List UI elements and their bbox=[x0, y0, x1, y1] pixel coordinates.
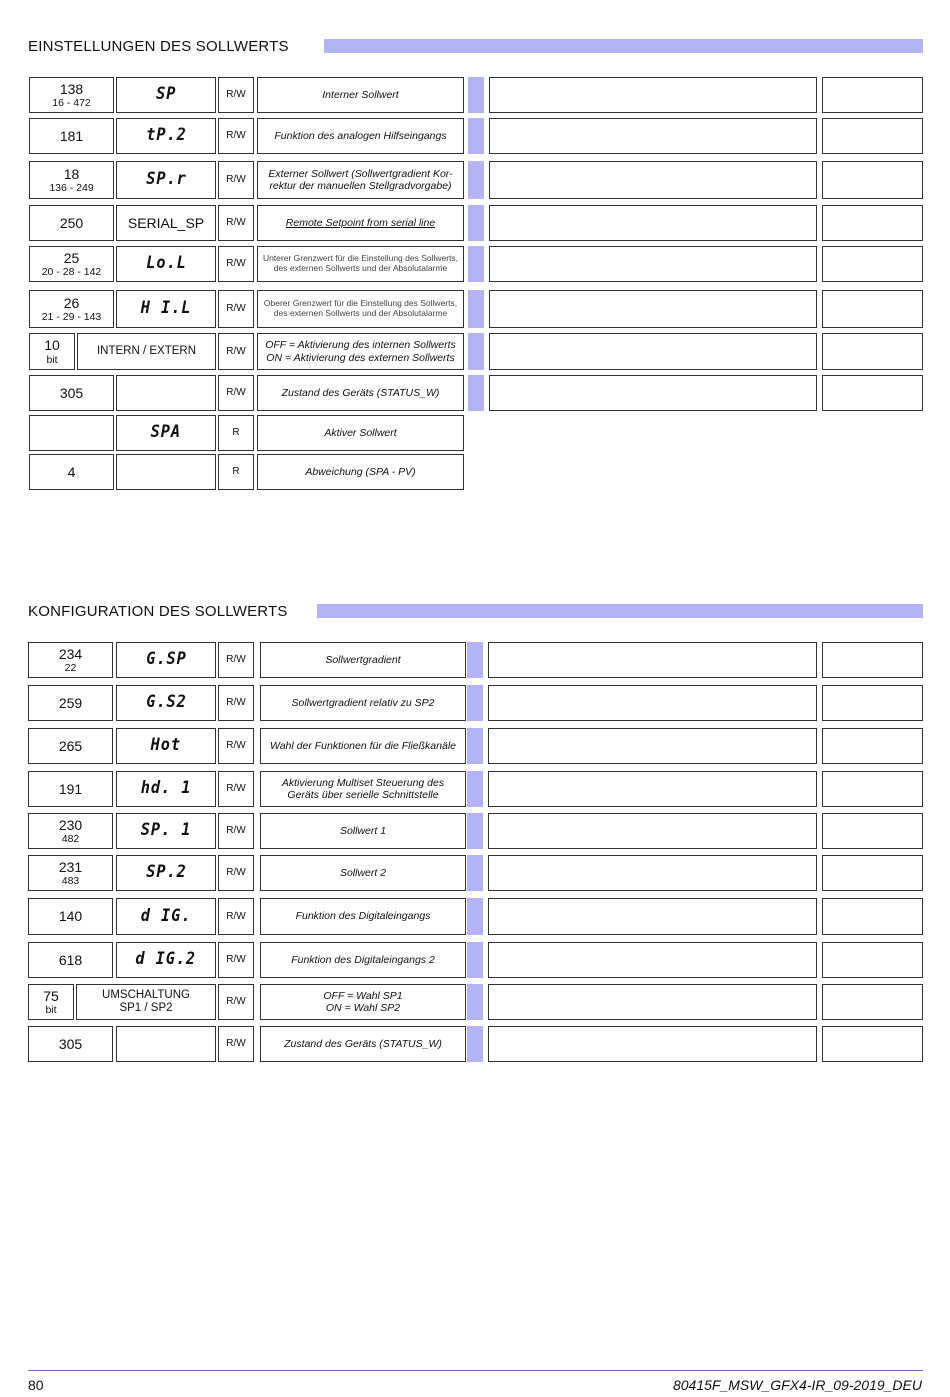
parameter-address-sub: 16 - 472 bbox=[52, 97, 91, 110]
parameter-address: 10 bbox=[44, 337, 60, 354]
description-box bbox=[260, 728, 466, 764]
parameter-code-box bbox=[116, 77, 216, 113]
description-text: Abweichung (SPA - PV) bbox=[305, 465, 416, 478]
parameter-code-box bbox=[116, 246, 216, 282]
parameter-code-box bbox=[116, 454, 216, 490]
access-rw: R/W bbox=[226, 258, 246, 270]
parameter-address-sub: 482 bbox=[61, 833, 80, 846]
description-text: Sollwert 2 bbox=[339, 866, 387, 879]
parameter-code-box bbox=[116, 771, 216, 807]
parameter-code-box bbox=[116, 813, 216, 849]
access-rw-box bbox=[218, 246, 254, 282]
parameter-address: 618 bbox=[58, 951, 83, 968]
access-rw-box bbox=[218, 855, 254, 891]
row-marker bbox=[467, 642, 483, 678]
description-text: Sollwert 1 bbox=[339, 824, 387, 837]
parameter-address-box bbox=[28, 855, 113, 891]
description-box bbox=[257, 77, 464, 113]
access-rw-box bbox=[218, 118, 254, 154]
note-entry-box[interactable] bbox=[822, 333, 923, 370]
access-rw: R/W bbox=[226, 910, 246, 922]
row-marker bbox=[467, 898, 483, 935]
note-entry-box[interactable] bbox=[822, 375, 923, 411]
display-mnemonic: d IG. bbox=[140, 905, 192, 926]
display-mnemonic: G.S2 bbox=[145, 692, 187, 713]
description-box bbox=[260, 771, 466, 807]
footer-rule bbox=[28, 1370, 923, 1371]
description-text: Geräts über serielle Schnittstelle bbox=[287, 789, 439, 801]
parameter-code-box bbox=[116, 898, 216, 935]
access-rw: R/W bbox=[226, 867, 246, 879]
note-entry-box[interactable] bbox=[822, 246, 923, 282]
value-entry-box[interactable] bbox=[488, 685, 817, 721]
access-rw: R/W bbox=[226, 89, 246, 101]
value-entry-box[interactable] bbox=[488, 855, 817, 891]
display-mnemonic: SP.2 bbox=[145, 862, 187, 883]
note-entry-box[interactable] bbox=[822, 118, 923, 154]
description-box bbox=[260, 1026, 466, 1062]
description-box bbox=[257, 246, 464, 282]
description-box bbox=[257, 415, 464, 451]
description-text: Wahl der Funktionen für die Fließkanäle bbox=[270, 739, 456, 752]
description-text: Aktiver Sollwert bbox=[324, 426, 397, 439]
description-text: Funktion des Digitaleingangs bbox=[295, 910, 431, 923]
access-rw-box bbox=[218, 771, 254, 807]
note-entry-box[interactable] bbox=[822, 813, 923, 849]
row-marker bbox=[468, 205, 484, 241]
parameter-code-box bbox=[116, 205, 216, 241]
access-rw-box bbox=[218, 984, 254, 1020]
parameter-address-box bbox=[29, 246, 114, 282]
value-entry-box[interactable] bbox=[489, 77, 817, 113]
parameter-address: 18 bbox=[63, 165, 80, 182]
parameter-code: SERIAL_SP bbox=[127, 214, 205, 231]
description-text: Unterer Grenzwert für die Einstellung des Sollwerts, bbox=[262, 253, 459, 264]
parameter-code: SP1 / SP2 bbox=[119, 1002, 173, 1014]
parameter-code-box bbox=[116, 942, 216, 978]
parameter-address: 259 bbox=[58, 694, 83, 711]
note-entry-box[interactable] bbox=[822, 685, 923, 721]
description-text: Funktion des Digitaleingangs 2 bbox=[291, 953, 435, 966]
note-entry-box[interactable] bbox=[822, 728, 923, 764]
description-box bbox=[260, 855, 466, 891]
display-mnemonic: d IG.2 bbox=[135, 949, 197, 970]
parameter-code-box bbox=[116, 855, 216, 891]
parameter-address-box bbox=[28, 942, 113, 978]
access-rw: R/W bbox=[226, 697, 246, 709]
row-marker bbox=[467, 1026, 483, 1062]
access-rw-box bbox=[218, 333, 254, 370]
parameter-address-sub: 483 bbox=[61, 875, 80, 888]
description-text: ON = Aktivierung des externen Sollwerts bbox=[266, 351, 455, 364]
parameter-address-box bbox=[28, 1026, 113, 1062]
display-mnemonic: tP.2 bbox=[145, 125, 187, 146]
note-entry-box[interactable] bbox=[822, 1026, 923, 1062]
value-entry-box[interactable] bbox=[488, 898, 817, 935]
parameter-code-box bbox=[116, 161, 216, 199]
display-mnemonic: Lo.L bbox=[145, 253, 187, 274]
description-box bbox=[257, 375, 464, 411]
parameter-code-box bbox=[116, 728, 216, 764]
row-marker bbox=[467, 984, 483, 1020]
description-box bbox=[257, 118, 464, 154]
parameter-address-box bbox=[29, 454, 114, 490]
access-rw-box bbox=[218, 685, 254, 721]
row-marker bbox=[468, 375, 484, 411]
description-box bbox=[257, 161, 464, 199]
row-marker bbox=[468, 290, 484, 328]
display-mnemonic: SP. 1 bbox=[140, 820, 192, 841]
access-rw-box bbox=[218, 942, 254, 978]
parameter-address-box bbox=[28, 642, 113, 678]
parameter-code-box bbox=[116, 290, 216, 328]
parameter-address: 265 bbox=[58, 737, 83, 754]
parameter-address: 231 bbox=[58, 858, 83, 875]
description-box bbox=[257, 454, 464, 490]
access-rw: R/W bbox=[226, 783, 246, 795]
description-text: Zustand des Geräts (STATUS_W) bbox=[284, 1037, 442, 1050]
display-mnemonic: Hot bbox=[150, 735, 182, 756]
access-rw: R/W bbox=[226, 130, 246, 142]
access-rw: R/W bbox=[226, 303, 246, 315]
access-rw-box bbox=[218, 454, 254, 490]
display-mnemonic: H I.L bbox=[140, 298, 192, 319]
parameter-address-box bbox=[28, 771, 113, 807]
parameter-address: 25 bbox=[63, 249, 80, 266]
access-rw: R/W bbox=[226, 825, 246, 837]
section-title-bar bbox=[317, 604, 923, 618]
value-entry-box[interactable] bbox=[489, 290, 817, 328]
access-rw-box bbox=[218, 161, 254, 199]
parameter-address-box bbox=[29, 415, 114, 451]
display-mnemonic: SP bbox=[155, 84, 177, 105]
access-rw-box bbox=[218, 728, 254, 764]
description-box bbox=[260, 642, 466, 678]
access-rw: R/W bbox=[226, 954, 246, 966]
description-text: Oberer Grenzwert für die Einstellung des Sollwerts, bbox=[263, 298, 458, 309]
parameter-address-sub: 136 - 249 bbox=[49, 182, 94, 195]
parameter-address-box bbox=[28, 984, 74, 1020]
description-box bbox=[260, 984, 466, 1020]
row-marker bbox=[468, 161, 484, 199]
access-rw: R/W bbox=[226, 740, 246, 752]
access-rw-box bbox=[218, 415, 254, 451]
parameter-address-box bbox=[29, 375, 114, 411]
parameter-address-box bbox=[29, 205, 114, 241]
description-text: des externen Sollwerts und der Absolutalarme bbox=[273, 308, 448, 318]
parameter-address: 26 bbox=[63, 294, 80, 311]
row-marker bbox=[468, 246, 484, 282]
parameter-address-box bbox=[29, 290, 114, 328]
parameter-address: 234 bbox=[58, 645, 83, 662]
note-entry-box[interactable] bbox=[822, 771, 923, 807]
parameter-address: 305 bbox=[59, 384, 84, 401]
description-text: OFF = Wahl SP1 bbox=[323, 989, 403, 1002]
description-box bbox=[260, 685, 466, 721]
parameter-address: 140 bbox=[58, 908, 83, 925]
access-rw-box bbox=[218, 205, 254, 241]
parameter-address: 305 bbox=[58, 1035, 83, 1052]
description-box bbox=[257, 290, 464, 328]
description-text: Remote Setpoint from serial line bbox=[285, 216, 436, 229]
display-mnemonic: hd. 1 bbox=[140, 778, 192, 799]
parameter-address-sub: 21 - 29 - 143 bbox=[41, 311, 102, 324]
value-entry-box[interactable] bbox=[488, 1026, 817, 1062]
access-rw-box bbox=[218, 813, 254, 849]
row-marker bbox=[467, 685, 483, 721]
note-entry-box[interactable] bbox=[822, 290, 923, 328]
parameter-address: 230 bbox=[58, 816, 83, 833]
parameter-address-sub: bit bbox=[45, 1004, 57, 1017]
section-title: EINSTELLUNGEN DES SOLLWERTS bbox=[28, 38, 289, 55]
description-text: Interner Sollwert bbox=[322, 88, 399, 101]
description-text: Zustand des Geräts (STATUS_W) bbox=[281, 386, 440, 399]
row-marker bbox=[468, 118, 484, 154]
parameter-code-box bbox=[116, 375, 216, 411]
access-rw-box bbox=[218, 290, 254, 328]
display-mnemonic: SP.r bbox=[145, 169, 187, 190]
document-id: 80415F_MSW_GFX4-IR_09-2019_DEU bbox=[672, 1377, 922, 1393]
parameter-address: 250 bbox=[59, 214, 84, 231]
parameter-code: UMSCHALTUNG bbox=[102, 988, 190, 1001]
access-rw-box bbox=[218, 898, 254, 935]
parameter-address-box bbox=[28, 685, 113, 721]
row-marker bbox=[468, 77, 484, 113]
parameter-code-box bbox=[77, 333, 216, 370]
description-box bbox=[260, 813, 466, 849]
parameter-code-box bbox=[116, 642, 216, 678]
access-rw: R/W bbox=[226, 654, 246, 666]
parameter-code: INTERN / EXTERN bbox=[96, 344, 197, 357]
note-entry-box[interactable] bbox=[822, 855, 923, 891]
access-rw: R/W bbox=[226, 1038, 246, 1050]
display-mnemonic: G.SP bbox=[145, 649, 187, 670]
row-marker bbox=[467, 728, 483, 764]
row-marker bbox=[467, 771, 483, 807]
parameter-address-box bbox=[29, 77, 114, 113]
note-entry-box[interactable] bbox=[822, 161, 923, 199]
access-rw-box bbox=[218, 77, 254, 113]
access-rw-box bbox=[218, 1026, 254, 1062]
access-rw-box bbox=[218, 642, 254, 678]
value-entry-box[interactable] bbox=[488, 984, 817, 1020]
access-rw: R bbox=[232, 427, 240, 439]
description-box bbox=[260, 942, 466, 978]
row-marker bbox=[468, 333, 484, 370]
parameter-address: 4 bbox=[67, 463, 76, 480]
parameter-code-box bbox=[76, 984, 216, 1020]
value-entry-box[interactable] bbox=[489, 375, 817, 411]
parameter-code-box bbox=[116, 118, 216, 154]
description-text: rektur der manuellen Stellgradvorgabe) bbox=[269, 180, 452, 192]
description-text: des externen Sollwerts und der Absolutalarme bbox=[273, 263, 448, 273]
access-rw: R/W bbox=[226, 217, 246, 229]
description-text: Externer Sollwert (Sollwertgradient Kor- bbox=[268, 167, 453, 180]
description-box bbox=[257, 333, 464, 370]
description-text: Funktion des analogen Hilfseingangs bbox=[274, 129, 447, 142]
note-entry-box[interactable] bbox=[822, 642, 923, 678]
parameter-address-sub: 22 bbox=[64, 662, 77, 675]
value-entry-box[interactable] bbox=[488, 942, 817, 978]
row-marker bbox=[467, 813, 483, 849]
access-rw: R/W bbox=[226, 387, 246, 399]
access-rw: R/W bbox=[226, 996, 246, 1008]
value-entry-box[interactable] bbox=[489, 205, 817, 241]
parameter-address-box bbox=[28, 813, 113, 849]
value-entry-box[interactable] bbox=[488, 642, 817, 678]
value-entry-box[interactable] bbox=[489, 333, 817, 370]
parameter-address: 138 bbox=[59, 80, 84, 97]
parameter-address: 181 bbox=[59, 127, 84, 144]
value-entry-box[interactable] bbox=[488, 813, 817, 849]
value-entry-box[interactable] bbox=[488, 728, 817, 764]
description-text: Sollwertgradient bbox=[325, 653, 401, 666]
section-title: KONFIGURATION DES SOLLWERTS bbox=[28, 603, 288, 620]
parameter-address-box bbox=[29, 161, 114, 199]
parameter-address: 191 bbox=[58, 780, 83, 797]
row-marker bbox=[467, 942, 483, 978]
parameter-code-box bbox=[116, 415, 216, 451]
parameter-address-sub: bit bbox=[46, 353, 58, 366]
value-entry-box[interactable] bbox=[488, 771, 817, 807]
parameter-address-box bbox=[28, 728, 113, 764]
parameter-address-box bbox=[28, 898, 113, 935]
page-number: 80 bbox=[28, 1377, 44, 1393]
note-entry-box[interactable] bbox=[822, 984, 923, 1020]
description-box bbox=[257, 205, 464, 241]
section-title-bar bbox=[324, 39, 923, 53]
note-entry-box[interactable] bbox=[822, 77, 923, 113]
parameter-code-box bbox=[116, 1026, 216, 1062]
note-entry-box[interactable] bbox=[822, 942, 923, 978]
display-mnemonic: SPA bbox=[150, 422, 182, 443]
row-marker bbox=[467, 855, 483, 891]
parameter-address-box bbox=[29, 118, 114, 154]
access-rw: R/W bbox=[226, 345, 246, 357]
parameter-address: 75 bbox=[43, 987, 59, 1004]
description-box bbox=[260, 898, 466, 935]
value-entry-box[interactable] bbox=[489, 118, 817, 154]
access-rw-box bbox=[218, 375, 254, 411]
description-text: Sollwertgradient relativ zu SP2 bbox=[291, 696, 435, 709]
parameter-code-box bbox=[116, 685, 216, 721]
description-text: ON = Wahl SP2 bbox=[325, 1002, 401, 1014]
access-rw: R/W bbox=[226, 174, 246, 186]
value-entry-box[interactable] bbox=[489, 161, 817, 199]
parameter-address-box bbox=[29, 333, 75, 370]
parameter-address-sub: 20 - 28 - 142 bbox=[41, 266, 102, 279]
note-entry-box[interactable] bbox=[822, 205, 923, 241]
description-text: Aktivierung Multiset Steuerung des bbox=[281, 776, 445, 789]
note-entry-box[interactable] bbox=[822, 898, 923, 935]
description-text: OFF = Aktivierung des internen Sollwerts bbox=[265, 339, 456, 352]
value-entry-box[interactable] bbox=[489, 246, 817, 282]
access-rw: R bbox=[232, 466, 240, 478]
